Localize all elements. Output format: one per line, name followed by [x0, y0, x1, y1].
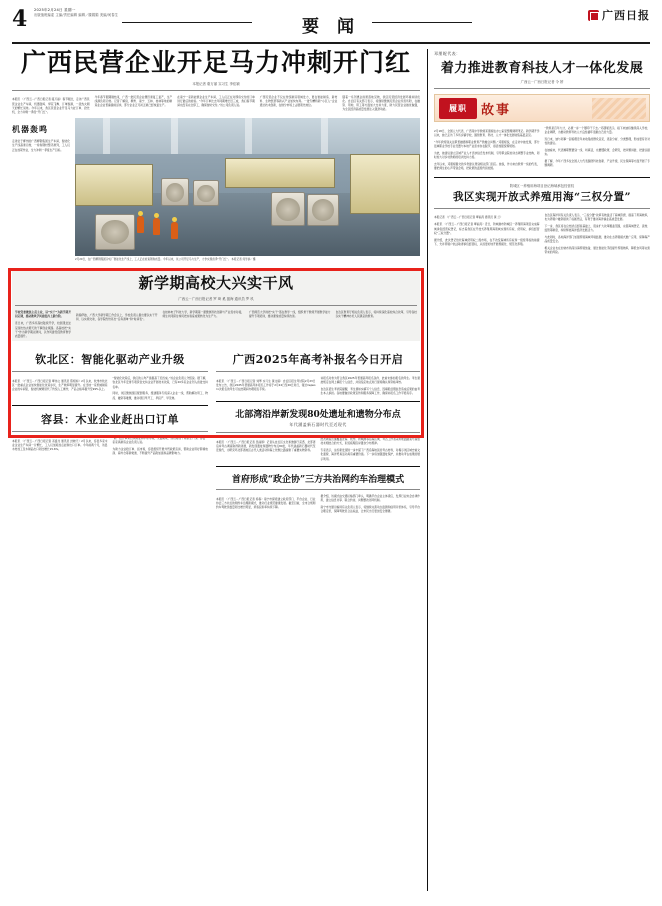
- right-top-headline: 着力推进教育科技人才一体化发展: [440, 61, 644, 76]
- photo-worker: [153, 218, 160, 235]
- page-content: [12, 49, 650, 891]
- rednote-paragraph: 为此，她建议建立区域产业人才需求信息发布机制，引导职业院校动态调整专业结构，同时加大对乡村教师的培训支持力度。: [434, 150, 540, 159]
- article-body-wangyueche: [216, 494, 420, 514]
- photo-steel-coil: [161, 178, 189, 206]
- photo-side-label: 机器轰鸣: [12, 124, 48, 135]
- lead-paragraph: 随着一系列惠企政策落地见效，我区民营经济发展环境持续优化。自治区有关部门表示，将继续聚焦民营企业所需所盼，在融资、用地、用工等方面加大支持力度，助力民营企业做优做强，为全区经济高质量发展注入强劲动能。: [342, 94, 420, 112]
- highlight-inner: [12, 268, 420, 341]
- highlight-paragraph: 自治区教育厅相关负责人表示，将持续深化高校综合改革，引导各校以实干精神办好人民满意的教育。: [335, 310, 417, 319]
- newspaper-logo: [588, 7, 650, 23]
- photo-steel-coil: [271, 192, 305, 226]
- lead-paragraph: 在南宁一家新能源企业生产车间，工人们正在对即将交付的订单进行最后的检验。“今年订单比去年同期增长近三成，我们春节期间也没有完全停工，确保按时交付。”该公司负责人说。: [177, 94, 255, 108]
- article-headline-qinbei: 钦北区：智能化驱动产业升级: [35, 353, 185, 367]
- lower-left-stack: [12, 351, 208, 514]
- divider: [12, 90, 420, 91]
- article-paragraph: 为助力企业稳订单、拓市场，容县组织开展外贸政策宣讲，帮助企业用好跨境电商、海外仓等新渠道，不断提升产品附加值和品牌影响力。: [112, 446, 208, 456]
- photo-machine: [75, 164, 153, 206]
- article-paragraph: 专家表示，这些新发现进一步丰富了广西沿海地区的考古材料，对揭示该区域史前文化面貌、海洋贸易活动具有重要价值。下一步将加强遗址保护，并推动考古成果的展示利用。: [320, 448, 420, 461]
- article-headline-beibuwan: 北部湾沿岸新发现80处遗址和遗物分布点: [235, 410, 401, 421]
- photo-beam: [103, 118, 110, 154]
- photo-machine: [350, 154, 420, 214]
- column-banner-lvzhi-gushi: [434, 94, 650, 122]
- article-headline-rongxian: 容县：木业企业赶出口订单: [41, 412, 179, 426]
- photo-machine: [225, 158, 335, 188]
- divider: [12, 405, 208, 406]
- factory-photo: [75, 118, 420, 256]
- right-top-kicker: 邓朋妮代表：: [434, 51, 461, 56]
- article-body-qinbei: [12, 376, 208, 400]
- rednote-paragraph: “今年我特别关注职普融通和职业教育产教融合问题。”邓朋妮说，在走访中她发现，部分县域职业学校专业设置与本地产业需求存在脱节，亟需加强统筹规划。: [434, 139, 540, 148]
- masthead-rule-right: [372, 22, 472, 23]
- sea-story-paragraph: 据介绍，此次登记依托海域使用权二级市场，在不改变海域所有权和一级使用权的前提下，允许养殖户依法取得承包经营权，从而更好地开展规模化、规范化养殖。: [434, 237, 540, 246]
- article-paragraph: 南宁市交通运输局有关负责人表示，将继续完善动态监测和信用评价体系，引导平台合理定价，保障驾驶员合法权益，让市民出行更加安全便捷。: [320, 504, 420, 514]
- lead-body: [12, 95, 420, 114]
- highlight-byline: 广西云－广西日报记者 罗 琦 奚 振海 通讯员 罗 玖: [178, 297, 254, 302]
- divider: [216, 432, 420, 433]
- article-paragraph: 此次调查范围覆盖北海、钦州、防城港等沿海区域，考古工作者采用地面踏查与遥感技术相结合的方式，系统梳理沿岸遗存分布规律。: [320, 437, 420, 446]
- article-headline-wangyueche: 首府形成“政企协”三方共治网约车治理模式: [231, 474, 405, 485]
- lead-paragraph: 本报讯 （广西云－广西日报记者 骆万丽）春节刚过，走访广西民营企业生产车间，机器轰鸣、焊花飞舞、订单饱满，一派热火朝天的繁忙景象。今年以来，我区民营企业开足马力赶订单、抢先机，全力冲刺一季度“开门红”。: [12, 97, 90, 114]
- newspaper-page: [0, 6, 662, 906]
- article-paragraph: 本报讯 （广西云－广西日报记者 刘琴 实习生 黄文娟）自治区招生考试院2月23日发布公告，我区2025年普通高考补报名工作将于2月24日至26日进行，错过первого次报名的考生可在此期间办理报名手续。: [216, 378, 316, 392]
- rednote-paragraph: 连日来，她与同事一起梳理近年来收集的群众意见，逐条分析、分类整理，形成更有针对性的建议。: [544, 137, 650, 146]
- article-paragraph: 自治区招生考试院提醒，考生须如实填写个人信息，因填报虚假信息造成后果的由考生本人承担。各地要做好政策宣传和服务保障工作，确保补报名工作平稳有序。: [320, 387, 420, 396]
- logo-mark-icon: [588, 10, 599, 21]
- highlight-headline: 新学期高校大兴实干风: [138, 274, 294, 293]
- divider: [216, 371, 420, 372]
- article-body-beibuwan: [216, 437, 420, 461]
- highlight-body: [76, 310, 417, 338]
- photo-side-text: 走进位于柳州的广西柳钢集团生产车间，智能化生产线高速运转，一卷卷钢材整齐排列，工人们正在加紧作业，全力冲刺一季度生产目标。: [12, 139, 70, 152]
- rednote-paragraph: 2月18日，全国人大代表、广西某中学教师邓朋妮在办公室里整理调研笔记。新学期开学以来，她已走访了多所乡镇学校，围绕教育、科技、人才一体化发展收集基层意见。: [434, 128, 540, 137]
- banner-decoration: [592, 98, 646, 119]
- divider: [216, 489, 420, 490]
- highlight-note-body: 连日来，广西多所高校陆续开学，校园里处处呈现出热火朝天的干事创业氛围。各高校把“实干”作为新学期关键词，以作风建设促教育教学质量提升。: [15, 321, 71, 339]
- rednote-paragraph: “教育是百年大计，必须一步一个脚印干下去。”邓朋妮表示，接下来她将继续深入学校、企业调研，为推动教育科技人才良性循环贡献自己的力量。: [544, 126, 650, 135]
- page-number: 4: [12, 6, 28, 32]
- highlight-paragraph: 在桂林电子科技大学，新学期第一课聚焦科技创新与产业需求对接，师生共同探讨如何把实验室成果转化为生产力。: [162, 310, 244, 319]
- banner-badge: 履职: [439, 98, 477, 119]
- article-paragraph: 本报讯 （广西云－广西日报记者 覃伟立 通讯员 陈相如）2月以来，钦州市钦北区一批重点企业加快智能化改造步伐，生产效率明显提升。在当地一家机械制造企业的车间里，智能机械臂替代了传统人工操作，产品合格率提升至99%以上。: [12, 378, 108, 392]
- article-headline-gaokao: 广西2025年高考补报名今日开启: [232, 353, 404, 367]
- dateline: [34, 8, 118, 18]
- article-paragraph: 本报讯 （广西云－广西日报记者 邓盛龙 通讯员 封晓天）2月以来，容县多家木业企业生产车间一片繁忙，工人们加班加点赶制出口订单。今年前两个月，该县木材加工及木制品出口同比增长15.6%。: [12, 438, 108, 451]
- masthead-rule-left: [122, 22, 252, 23]
- lower-articles: [12, 351, 420, 514]
- rednote-paragraph: 据了解，今年广西多位全国人大代表围绕科技创新、产业升级、民生保障等方面开展了专题调研。: [544, 159, 650, 168]
- divider: [434, 208, 650, 209]
- article-paragraph: 本报讯 （广西云－广西日报记者 吴丽婷）记者从自治区文化和旅游厅获悉，北部湾沿岸考古调查取得新进展，新发现遗址和遗物分布点80处，年代涵盖新石器时代至近现代，为研究环北部湾地区古代人类活动和海上丝绸之路提供了重要实物资料。: [216, 439, 316, 453]
- article-paragraph: 补报名对象为符合我区2025年普通高考报名条件、此前未参加报名的考生。考生须按规定在网上填报个人信息，并到指定地点进行现场确认和资格审核。: [320, 376, 420, 385]
- article-paragraph: “智能化改造后，我们的人均产值提高了近四成。”该企业负责人介绍说。据了解，钦北区今年安排专项资金支持企业开展技术改造，已有20多家企业列入首批支持名单。: [112, 376, 208, 389]
- photo-steel-coil: [307, 194, 339, 226]
- photo-side-column: [12, 118, 70, 262]
- sea-story-body: [434, 213, 650, 255]
- article-body-gaokao: [216, 376, 420, 396]
- article-subhead-beibuwan: 年代涵盖新石器时代至近现代: [289, 422, 347, 428]
- article-paragraph: 本报讯 （广西云－广西日报记者 杨春）南宁市探索建立政府部门、平台企业、行业协会三方共治的网约车治理新模式，推动行业规范健康发展。截至目前，全市合规网约车驾驶员数量同比增长明显，乘客投诉率持续下降。: [216, 496, 316, 509]
- lead-headline: 广西民营企业开足马力冲刺开门红: [20, 48, 411, 77]
- divider: [216, 401, 420, 402]
- divider: [434, 88, 650, 89]
- photo-beam: [171, 118, 178, 154]
- highlighted-article[interactable]: [12, 268, 420, 341]
- lead-paragraph: 今年春节假期刚结束，广西一批民营企业便迅速复工复产，生产线满负荷运转。记者了解到，柳州、南宁、玉林、桂林等地的制造业企业普遍提前返岗，部分企业正月初五就已经恢复生产。: [94, 94, 173, 108]
- highlight-side-note: [15, 310, 71, 338]
- sea-story-kicker: 防城区一养殖用海项目登记海域承包经营权: [509, 183, 575, 188]
- photo-beam: [245, 118, 252, 154]
- divider: [434, 177, 650, 178]
- sea-story-headline: 我区实现开放式养殖用海“三权分置”: [452, 190, 632, 203]
- article-paragraph: 同时，该区聚焦园区配套服务，组建服务专班深入企业一线，帮助解决用工、物流、融资等难题，推动项目早开工、早投产、早见效。: [112, 391, 208, 400]
- photo-worker: [137, 216, 144, 233]
- banner-title: 故事: [481, 103, 512, 118]
- article-body-rongxian: [12, 436, 208, 456]
- dateline-credits: 出版值班编委 主编/责任编辑 编辑／滕娟娟 美编/何春生: [34, 13, 119, 18]
- right-column: [427, 49, 650, 891]
- sea-story-byline: 本报记者 （广西云－广西日报记者 覃丽丹 通讯员 黄 兰）: [434, 215, 503, 220]
- photo-steel-coil: [95, 214, 135, 250]
- sea-story-paragraph: 相关企业也在加快布局深远海养殖装备，通过智能化手段提升养殖效率，降低台风等灾害带来的风险。: [544, 245, 650, 255]
- highlight-paragraph: 新春伊始，广西大学新学期工作会议上，学校负责人提出要以实干开局、以实绩交卷，各学院纷纷亮出“任务清单”和“时间表”。: [76, 312, 158, 321]
- photo-caption: 2月20日，在广西柳钢集团冷轧厂智能化生产线上，工人正在检查钢卷质量。今年以来，该公司开足马力生产，力争实现首季“开门红”。 本报记者 何学俏／摄: [75, 258, 256, 262]
- divider: [12, 431, 208, 432]
- lead-byline: 本报记者 骆万丽 实习生 李佳颖: [192, 81, 240, 86]
- photo-steel-coil: [193, 180, 219, 206]
- main-column: [12, 49, 420, 891]
- divider: [15, 305, 417, 306]
- rednote-body: [434, 126, 650, 172]
- divider: [12, 371, 208, 372]
- photo-beam: [321, 118, 328, 154]
- right-top-byline: 广西云－广西日报记者 今 婷: [520, 80, 564, 84]
- article-paragraph: “新一批订单来自东南亚和中东市场，交货期紧，我们增加了两条生产线。”容县一家家具制造企业负责人说。: [112, 435, 208, 445]
- dateline-date: 2025年2月24日 星期一: [34, 8, 76, 12]
- lead-paragraph: 广西民营企业不仅在传统制造领域发力，更在智能制造、新材料、生物医药等新兴产业加快布局。一批专精特新“小巨人”企业通过技术创新，在细分市场上占据领先地位。: [259, 94, 338, 108]
- rednote-paragraph: 去年以来，邓朋妮提交的多份建议得到相关部门回应。她说，作为来自教育一线的代表，要把师生的心声带到会场，把政策的温度传到校园。: [434, 161, 540, 171]
- lower-right-stack: [216, 351, 420, 514]
- highlight-paragraph: 广西师范大学则把“实干”落在教学一线，组织骨干教师开展教学能力提升专项培训，推动课堂质量持续改进。: [249, 310, 331, 319]
- logo-text: 广西日报: [602, 9, 650, 22]
- section-title: 要 闻: [302, 17, 360, 37]
- sea-story-paragraph: 自治区海洋局有关负责人表示，“三权分置”改革有效盘活了海域资源，提高了用海效率，也为养殖户融资提供了权属凭证，有利于推动海洋渔业高质量发展。: [544, 212, 650, 221]
- photo-worker: [171, 222, 178, 239]
- sea-story-paragraph: 本报讯 （广西云－广西日报记者 覃丽丹）近日，防城港市防城区一养殖用海项目完成海域承包经营权登记，标志着我区在开放式养殖用海领域实现所有权、使用权、承包经营权“三权分置”。: [434, 222, 540, 235]
- masthead: [12, 6, 650, 44]
- sea-story-paragraph: 与此同时，各地海洋部门加强养殖海域环境监测，推动生态养殖模式推广应用，保障海产品质量安全。: [544, 234, 650, 244]
- highlight-note-title: 学校党委聚焦主责主业，以“实干”为新学期开局定调，推动教风学风建设再上新台阶。: [15, 310, 71, 319]
- lead-photo-block: [12, 118, 420, 262]
- article-paragraph: 据介绍，该模式由交通运输部门牵头，明确平台企业主体责任，发挥行业协会自律作用，建立信息共享、联合约谈、问题整改闭环机制。: [320, 493, 420, 503]
- sea-story-paragraph: 下一步，我区将在总结试点经验基础上，逐步扩大改革覆盖范围，完善海域登记、流转、监管等制度，持续释放海洋经济发展活力。: [544, 223, 650, 233]
- rednote-paragraph: 在她看来，代表履职既要到一线、听真话，也要懂政策、会研究，把问题讲准、把建议提实。: [544, 148, 650, 157]
- divider: [216, 466, 420, 467]
